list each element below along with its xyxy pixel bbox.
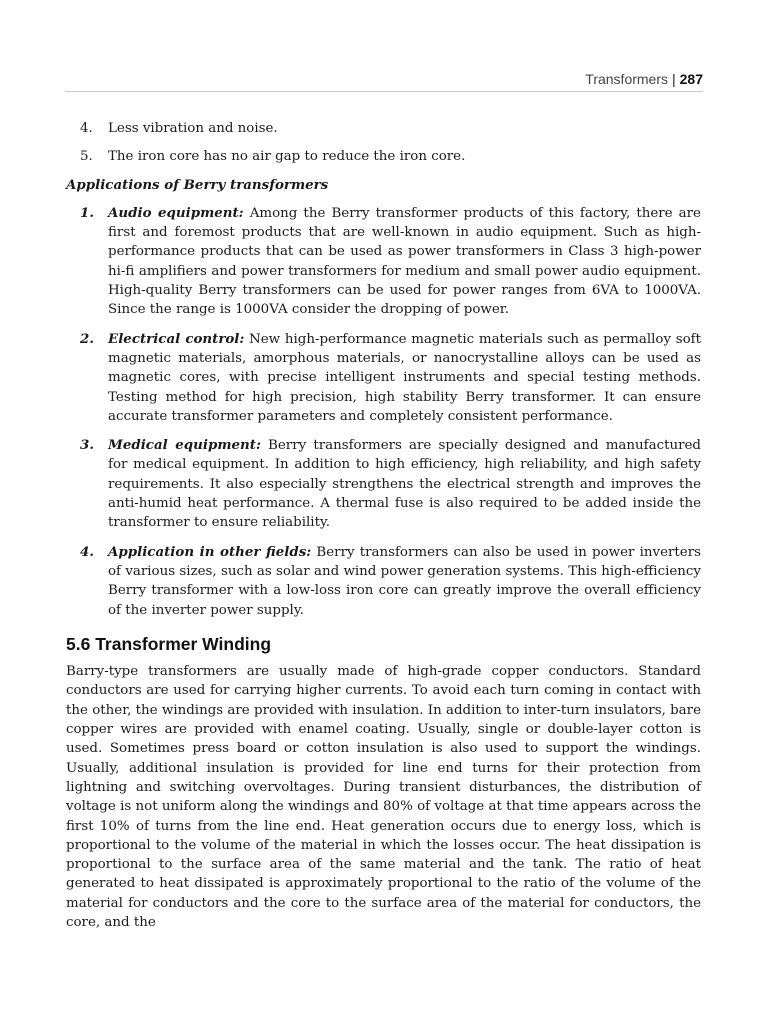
application-number: 2. (80, 330, 94, 347)
list-item-number: 4. (80, 121, 93, 136)
application-body (108, 543, 701, 620)
applications-heading: Applications of Berry transformers (66, 176, 329, 193)
section-paragraph: Barry-type transformers are usually made of high-grade copper conductors. Standard conductors are used for carrying higher currents. To avoid each turn coming in contact with the other, the windings are provided with insulation. In addition to inter-turn insulators, bare copper wires are provided with enamel coating. Usually, single or double-layer cotton is used. Sometimes press board or cotton insulation is also used to support the windings. Usually, additional insulation is provided for line end turns for their protection from lightning and switching overvoltages. During transient disturbances, the distribution of voltage is not uniform along the windings and 80% of voltage at that time appears across the first 10% of turns from the line end. Heat generation occurs due to energy loss, which is proportional to the volume of the material in which the losses occur. The heat dissipation is proportional to the surface area of the same material and the tank. The ratio of heat generated to heat dissipated is approximately proportional to the ratio of the volume of the material for conductors and the core to the surface area of the material for conductors, the core, and the (66, 664, 701, 930)
application-body (108, 330, 701, 426)
application-body (108, 436, 701, 532)
application-number: 1. (80, 204, 94, 221)
application-title: Application in other fields: (108, 543, 312, 560)
application-text: Berry transformers are specially designed and manufactured for medical equipment. In addition to high efficiency, high reliability, and high safety requirements. It also especially strengthens the electrical strength and improves the anti-humid heat performance. A thermal fuse is also required to be added inside the transformer to ensure reliability. (108, 438, 701, 531)
application-title: Electrical control: (108, 330, 245, 347)
list-item-text: Less vibration and noise. (108, 121, 278, 136)
header-separator: | (672, 71, 676, 87)
application-item (66, 436, 701, 532)
application-number: 4. (80, 543, 94, 560)
section-heading: 5.6 Transformer Winding (66, 633, 272, 654)
list-item-text: The iron core has no air gap to reduce the iron core. (108, 149, 466, 165)
header-rule (65, 91, 703, 92)
running-header (65, 71, 703, 87)
chapter-title: Transformers (585, 71, 668, 87)
list-item (66, 147, 701, 166)
application-title: Audio equipment: (108, 204, 244, 221)
application-text: Among the Berry transformer products of this factory, there are first and foremost products that are well-known in audio equipment. Such as high-performance products that can be used as power transformers in Class 3 high-power hi-fi amplifiers and power transformers for medium and small power audio equipment. High-quality Berry transformers can be used for power ranges from 6VA to 1000VA. Since the range is 1000VA consider the dropping of power. (108, 205, 701, 318)
page-number: 287 (679, 71, 703, 87)
list-item-number: 5. (80, 149, 93, 165)
application-item (66, 330, 701, 426)
application-item (66, 204, 701, 320)
application-body (108, 204, 701, 320)
application-text: Berry transformers can also be used in power inverters of various sizes, such as solar and wind power generation systems. This high-efficiency Berry transformer with a low-loss iron core can greatly improve the overall efficiency of the inverter power supply. (108, 544, 701, 618)
application-text: New high-performance magnetic materials such as permalloy soft magnetic materials, amorphous materials, or nanocrystalline alloys can be used as magnetic cores, with precise intelligent instruments and special testing methods. Testing method for high precision, high stability Berry transformer. It can ensure accurate transformer parameters and completely consistent performance. (108, 331, 701, 424)
application-item (66, 543, 701, 620)
application-number: 3. (80, 437, 94, 454)
application-title: Medical equipment: (108, 437, 261, 454)
list-item (66, 119, 701, 138)
page-content (66, 119, 701, 932)
